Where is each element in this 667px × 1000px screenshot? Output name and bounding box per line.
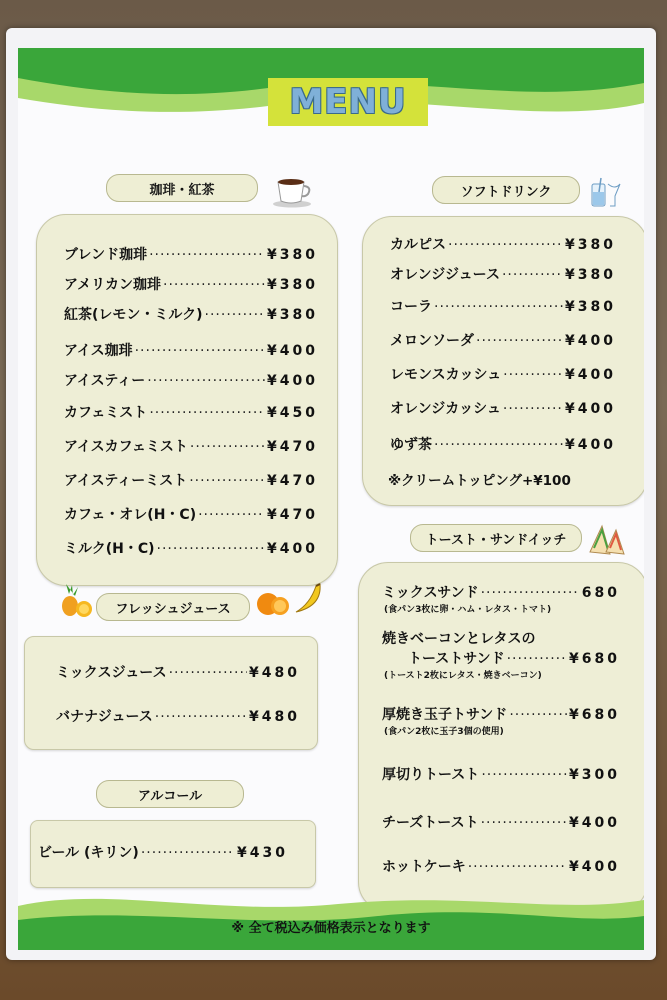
menu-item-row	[382, 704, 620, 724]
menu-item-row	[64, 470, 318, 490]
menu-item-price: ¥400	[569, 815, 620, 831]
leader-dots	[507, 651, 567, 667]
menu-item-price: ¥680	[569, 651, 620, 667]
menu-item-row	[64, 370, 318, 390]
menu-item-price: ¥400	[267, 373, 318, 389]
menu-item-price: ¥380	[267, 277, 318, 293]
leader-dots	[481, 767, 567, 783]
leader-dots	[149, 405, 265, 421]
menu-item-name: レモンスカッシュ	[390, 367, 502, 383]
menu-item-name: ゆず茶	[390, 437, 432, 453]
menu-item-row	[382, 856, 620, 876]
menu-item-price: ¥400	[267, 541, 318, 557]
leader-dots	[481, 585, 580, 601]
menu-item-row	[390, 364, 616, 384]
menu-item-row	[64, 244, 318, 264]
menu-item-note: (食パン2枚に玉子3個の使用)	[384, 727, 504, 737]
menu-item-name: アイスカフェミスト	[64, 439, 188, 455]
menu-item-name: 厚切りトースト	[382, 767, 480, 783]
menu-item-row	[390, 330, 616, 350]
menu-item-price: ¥480	[249, 665, 300, 681]
menu-title-box	[268, 78, 428, 126]
menu-item-row	[382, 582, 620, 602]
fresh-juice-heading	[96, 593, 250, 621]
menu-item-name: メロンソーダ	[390, 333, 474, 349]
leader-dots	[190, 439, 265, 455]
menu-item-name: オレンジカッシュ	[390, 401, 501, 417]
leader-dots	[481, 815, 567, 831]
leader-dots	[135, 343, 265, 359]
coffee-cup-icon	[272, 174, 316, 208]
leader-dots	[155, 709, 247, 725]
menu-item-price: ¥470	[267, 439, 318, 455]
menu-item-name: アイスティー	[64, 373, 146, 389]
menu-item-row	[390, 264, 616, 284]
menu-item-row	[56, 662, 300, 682]
menu-item-price: ¥400	[565, 437, 616, 453]
soft-drink-panel	[362, 216, 644, 506]
soft-drink-heading	[432, 176, 580, 204]
soft-drink-heading-label: ソフトドリンク	[460, 184, 552, 200]
menu-item-price: ¥380	[565, 237, 616, 253]
menu-item-price: ¥400	[569, 859, 620, 875]
menu-title: MENU	[289, 82, 407, 122]
menu-item-row	[64, 504, 318, 524]
leader-dots	[502, 267, 563, 283]
menu-item-name: ミルク(H・C)	[64, 541, 155, 557]
menu-item-row	[64, 274, 318, 294]
soda-glass-icon	[588, 176, 622, 210]
menu-item-price: ¥380	[267, 247, 318, 263]
menu-item-name: カフェミスト	[64, 405, 148, 421]
cream-topping-note: ※クリームトッピング+¥100	[388, 473, 571, 489]
menu-sheet	[6, 28, 656, 960]
menu-item-price: 680	[581, 585, 620, 601]
leader-dots	[147, 373, 265, 389]
leader-dots	[205, 307, 266, 323]
menu-item-name: コーラ	[390, 299, 432, 315]
menu-page	[18, 48, 644, 950]
menu-item-price: ¥430	[237, 845, 288, 861]
orange-icon	[256, 588, 290, 618]
menu-item-note: (トースト2枚にレタス・焼きベーコン)	[384, 671, 542, 681]
menu-item-row	[390, 434, 616, 454]
alcohol-heading-label: アルコール	[137, 788, 203, 804]
alcohol-heading	[96, 780, 244, 808]
menu-item-price: ¥480	[249, 709, 300, 725]
menu-item-name: ミックスサンド	[382, 585, 479, 601]
coffee-heading-label: 珈琲・紅茶	[149, 182, 215, 198]
menu-item-price: ¥470	[267, 473, 318, 489]
leader-dots	[503, 401, 563, 417]
menu-item-name: カルピス	[390, 237, 446, 253]
menu-item-name: ミックスジュース	[56, 665, 167, 681]
menu-item-name-line1: 焼きベーコンとレタスの	[382, 631, 536, 647]
leader-dots	[169, 665, 247, 681]
menu-item-price: ¥380	[267, 307, 318, 323]
pineapple-icon	[56, 582, 96, 618]
menu-item-name: ビール (キリン)	[38, 845, 139, 861]
leader-dots	[141, 845, 235, 861]
menu-item-price: ¥450	[267, 405, 318, 421]
tax-included-note: ※ 全て税込み価格表示となります	[231, 921, 431, 936]
menu-item-row	[382, 812, 620, 832]
leader-dots	[198, 507, 265, 523]
leader-dots	[434, 437, 563, 453]
menu-item-name: オレンジジュース	[390, 267, 500, 283]
leader-dots	[434, 299, 563, 315]
menu-item-price: ¥680	[569, 707, 620, 723]
menu-item-price: ¥400	[565, 367, 616, 383]
menu-item-name: トーストサンド	[408, 651, 505, 667]
menu-item-price: ¥380	[565, 267, 616, 283]
fresh-juice-panel	[24, 636, 318, 750]
leader-dots	[476, 333, 563, 349]
menu-item-row	[38, 842, 288, 862]
menu-item-price: ¥380	[565, 299, 616, 315]
menu-item-name: アイスティーミスト	[64, 473, 188, 489]
menu-item-name: ホットケーキ	[382, 859, 466, 875]
menu-item-row	[390, 296, 616, 316]
menu-item-price: ¥470	[267, 507, 318, 523]
toast-heading-label: トースト・サンドイッチ	[425, 532, 567, 548]
leader-dots	[157, 541, 266, 557]
banana-icon	[292, 582, 324, 616]
leader-dots	[503, 367, 563, 383]
leader-dots	[189, 473, 265, 489]
menu-item-name: アメリカン珈琲	[64, 277, 162, 293]
leader-dots	[448, 237, 563, 253]
menu-item-name: アイス珈琲	[64, 343, 133, 359]
leader-dots	[149, 247, 265, 263]
menu-item-row	[382, 764, 620, 784]
menu-item-name: ブレンド珈琲	[64, 247, 148, 263]
menu-item-name: カフェ・オレ(H・C)	[64, 507, 197, 523]
menu-item-row	[390, 398, 616, 418]
menu-item-note: (食パン3枚に卵・ハム・レタス・トマト)	[384, 605, 552, 615]
menu-item-name: バナナジュース	[56, 709, 153, 725]
leader-dots	[509, 707, 567, 723]
leader-dots	[163, 277, 265, 293]
toast-heading	[410, 524, 582, 552]
fresh-juice-heading-label: フレッシュジュース	[115, 601, 231, 617]
menu-item-row	[64, 436, 318, 456]
sandwich-icon	[586, 522, 626, 558]
menu-item-price: ¥300	[569, 767, 620, 783]
coffee-heading	[106, 174, 258, 202]
menu-item-price: ¥400	[565, 401, 616, 417]
menu-item-name: 厚焼き玉子トサンド	[382, 707, 508, 723]
menu-item-price: ¥400	[565, 333, 616, 349]
menu-item-row	[64, 538, 318, 558]
menu-item-row	[64, 340, 318, 360]
menu-item-row	[390, 234, 616, 254]
menu-item-row	[56, 706, 300, 726]
menu-item-row	[408, 648, 620, 668]
menu-item-row	[64, 402, 318, 422]
menu-item-price: ¥400	[267, 343, 318, 359]
menu-item-name: 紅茶(レモン・ミルク)	[64, 307, 203, 323]
menu-item-name: チーズトースト	[382, 815, 479, 831]
coffee-panel	[36, 214, 338, 586]
menu-item-row	[64, 304, 318, 324]
leader-dots	[468, 859, 567, 875]
